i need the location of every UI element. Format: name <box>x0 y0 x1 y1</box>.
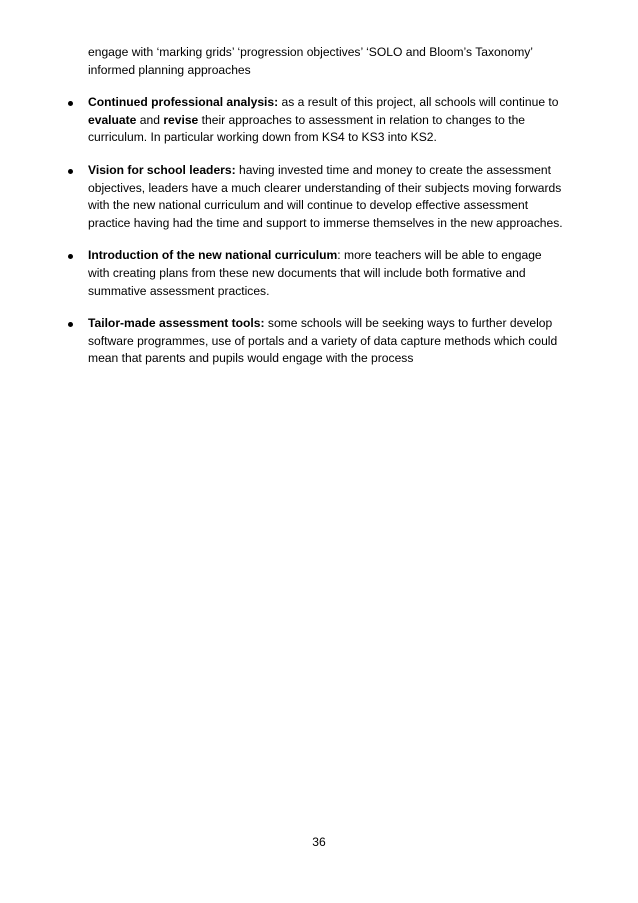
bullet-text: : more teachers will be able to engage with creating plans from these new documents that will include both formative and summative assessment practices. <box>88 248 542 298</box>
bullet-heading: Vision for school leaders: <box>88 162 236 177</box>
bullet-icon <box>68 101 73 106</box>
bullet-text: their approaches to assessment in relation to changes to the curriculum. In particular working down from KS4 to KS3 into KS2. <box>88 112 526 145</box>
continuation-paragraph: engage with ‘marking grids’ ‘progression objectives’ ‘SOLO and Bloom’s Taxonomy’ informed planning approaches <box>88 45 533 77</box>
page-content <box>66 44 566 383</box>
bullet-icon <box>68 322 73 327</box>
bullet-text: as a result of this project, all schools will continue to <box>278 95 559 110</box>
bullet-text: having invested time and money to create the assessment objectives, leaders have a much clearer understanding of their subjects moving forwards with the new national curriculum and will continue to develop effective assessment practice having had the time and support to immerse themselves in the new approaches. <box>88 162 563 230</box>
page-number: 36 <box>312 835 326 849</box>
bullet-heading: Introduction of the new national curriculum <box>88 248 338 263</box>
bullet-list <box>66 94 566 368</box>
bullet-icon <box>68 254 73 259</box>
bullet-icon <box>68 169 73 174</box>
bullet-vision-for-school-leaders <box>66 162 566 232</box>
bullet-text: some schools will be seeking ways to further develop software programmes, use of portals and a variety of data capture methods which could mean that parents and pupils would engage with the process <box>88 316 558 366</box>
bullet-heading: Tailor-made assessment tools: <box>88 316 265 331</box>
bullet-emphasis-revise: revise <box>163 112 199 127</box>
bullet-text: and <box>136 112 164 127</box>
bullet-emphasis-evaluate: evaluate <box>88 112 137 127</box>
bullet-tailor-made-assessment-tools <box>66 315 566 368</box>
bullet-new-national-curriculum <box>66 247 566 300</box>
bullet-continued-professional-analysis <box>66 94 566 147</box>
bullet-heading: Continued professional analysis: <box>88 95 279 110</box>
